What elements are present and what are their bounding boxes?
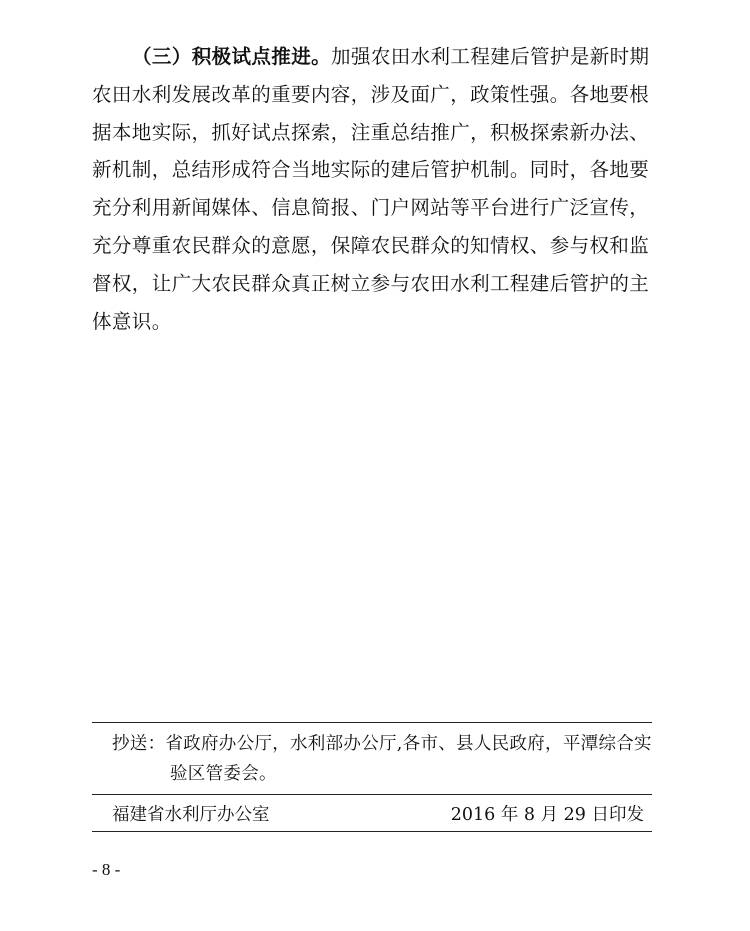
distribution-middle-rule bbox=[92, 794, 652, 795]
paragraph-line-5: 充分利用新闻媒体、信息简报、门户网站等平台进行广泛宣传， bbox=[92, 196, 650, 220]
issuer-name: 福建省水利厅办公室 bbox=[112, 805, 270, 825]
distribution-bottom-rule bbox=[92, 831, 652, 832]
paragraph-line-4: 新机制，总结形成符合当地实际的建后管护机制。同时，各地要 bbox=[92, 158, 650, 182]
body-paragraph bbox=[92, 38, 662, 340]
paragraph-line-1 bbox=[92, 38, 662, 76]
distribution-list bbox=[112, 729, 652, 789]
paragraph-line-2: 农田水利发展改革的重要内容，涉及面广，政策性强。各地要根 bbox=[92, 82, 650, 106]
paragraph-line-8: 体意识。 bbox=[92, 309, 172, 333]
paragraph-line-3: 据本地实际，抓好试点探索，注重总结推广，积极探索新办法、 bbox=[92, 120, 650, 144]
page-number: - 8 - bbox=[92, 860, 121, 879]
distribution-line-1: 抄送：省政府办公厅，水利部办公厅,各市、县人民政府，平潭综合实 bbox=[112, 734, 652, 754]
paragraph-text: 加强农田水利工程建后管护是新时期 bbox=[331, 45, 650, 68]
paragraph-line-7: 督权，让广大农民群众真正树立参与农田水利工程建后管护的主 bbox=[92, 271, 650, 295]
paragraph-line-6: 充分尊重农民群众的意愿，保障农民群众的知情权、参与权和监 bbox=[92, 233, 650, 257]
section-heading: （三）积极试点推进。 bbox=[132, 45, 332, 68]
distribution-line-2: 验区管委会。 bbox=[170, 764, 277, 784]
distribution-top-rule bbox=[92, 722, 652, 723]
issue-date: 2016 年 8 月 29 日印发 bbox=[450, 805, 644, 825]
issue-info bbox=[112, 801, 644, 829]
